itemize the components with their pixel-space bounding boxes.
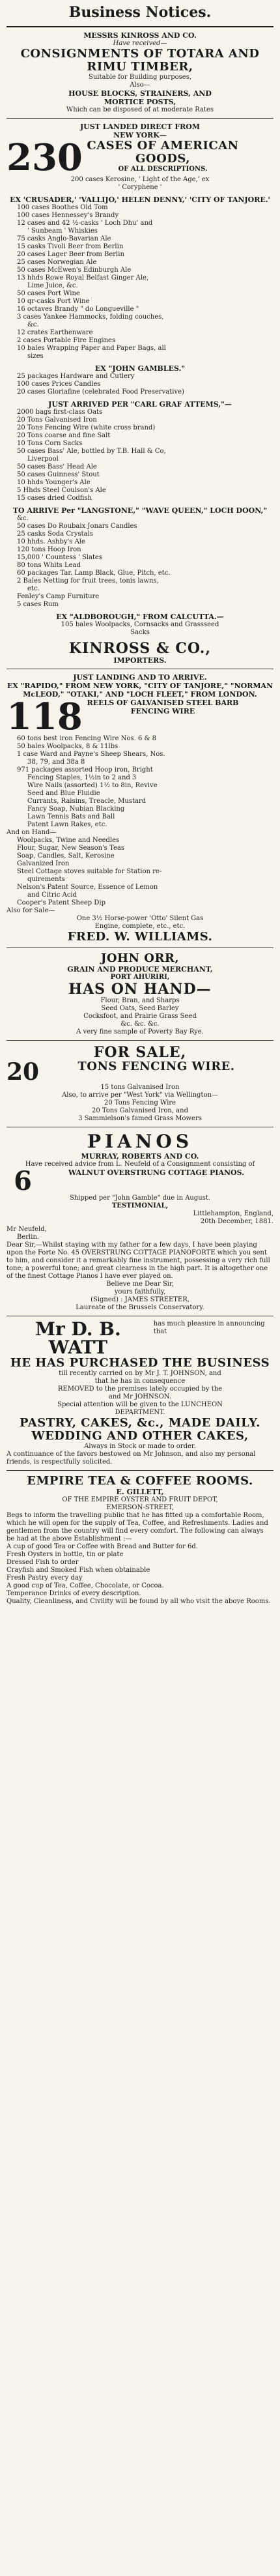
ad-title: EX "ALDBOROUGH," FROM CALCUTTA.— [56, 613, 224, 621]
ad-line: RIMU TIMBER, [87, 61, 193, 74]
orr-has: HAS ON HAND— [68, 981, 212, 997]
empire-of: OF THE EMPIRE OYSTER AND FRUIT DEPOT, [62, 1496, 218, 1503]
list-item: 2 cases Portable Fire Engines [17, 337, 116, 344]
ad-line: Have received— [113, 40, 167, 47]
list-item: 20 cases Gloriafine (celebrated Food Preservative) [17, 388, 184, 396]
landed-number: 230 [7, 136, 83, 179]
list-item: A cup of good Tea or Coffee with Bread and Butter for 6d. [7, 1543, 198, 1550]
ad-line: MORTICE POSTS, [104, 98, 176, 106]
watt-purchased: HE HAS PURCHASED THE BUSINESS [10, 1357, 270, 1370]
list-item: 25 packages Hardware and Cutlery [17, 373, 135, 380]
watt-ad [7, 1320, 273, 1466]
list-item: 50 cases Bass' Ale, bottled by T.B. Hall & Co, [17, 448, 166, 455]
rapido-number: 118 [7, 695, 83, 738]
list-item: Soap, Candles, Salt, Kerosine [17, 852, 115, 860]
orr-trade: GRAIN AND PRODUCE MERCHANT, [67, 965, 213, 974]
list-item: 5 Hhds Steel Coulson's Ale [17, 487, 106, 494]
ad-line: GOODS, [135, 152, 190, 166]
list-item: Woolpacks, Twine and Needles [17, 837, 120, 844]
pianos-number-row [7, 1168, 273, 1194]
list-item: 38, 79, and 38a 8 [27, 759, 85, 766]
list-item: 12 crates Earthenware [17, 329, 93, 336]
watt-line: till recently carried on by Mr J. T. JOHNSON, and [59, 1370, 221, 1377]
list-item: and Citric Acid [27, 891, 77, 899]
watt-name: Mr D. B. WATT [35, 1318, 121, 1358]
list-item: Nelson's Patent Source, Essence of Lemon [17, 884, 158, 891]
testimonial-head: TESTIMONIAL, [111, 1202, 169, 1209]
list-item: 971 packages assorted Hoop iron, Bright [17, 766, 153, 774]
crusader-ad [7, 195, 273, 360]
list-item: 3 Sammielson's famed Grass Mowers [78, 1115, 202, 1122]
list-item: sizes [27, 353, 44, 360]
list-item: 12 cases and 42 ½-casks ' Loch Dhu' and [17, 220, 153, 227]
list-item: Seed Oats, Seed Barley [101, 1005, 179, 1012]
list-item: 2 Bales Netting for fruit trees, tonis lawns, [17, 577, 159, 585]
list-item: &c. &c. &c. [120, 1020, 160, 1028]
testimonial-signed: (Signed) : JAMES STREETER, [91, 1296, 189, 1303]
ad-line: ' Coryphene ' [118, 184, 162, 191]
forsale-also: Also, to arrive per "West York" via Wellington— [62, 1092, 218, 1099]
list-item: 100 cases Hennessey's Brandy [17, 212, 119, 219]
empire-quality: Quality, Cleanliness, and Civility will be found by all who visit the above Rooms. [7, 1598, 271, 1605]
rapido-ad [7, 673, 273, 944]
list-item: 20 cases Lager Beer from Berlin [17, 251, 124, 258]
list-item: Flour, Bran, and Sharps [100, 997, 180, 1004]
divider [7, 118, 273, 119]
orr-place: PORT AHURIRI, [110, 974, 170, 981]
list-item: 10 Tons Corn Sacks [17, 440, 83, 447]
watt-removed: REMOVED to the premises lately occupied by the [57, 1385, 223, 1393]
kinross-name: KINROSS & CO., [68, 641, 212, 656]
testimonial-place: Littlehampton, England, [193, 1210, 273, 1217]
ad-title: JUST ARRIVED PER "CARL GRAF ATTEMS,"— [48, 400, 232, 409]
ad-line: HOUSE BLOCKS, STRAINERS, AND [68, 89, 212, 98]
list-item: 15 casks Tivoli Beer from Berlin [17, 243, 124, 250]
list-item: Fancy Soap, Nubian Blacking [27, 805, 125, 813]
list-item: 20 Tons Fencing Wire [104, 1099, 176, 1107]
list-item: &c. [27, 321, 39, 328]
list-item: Fencing Staples, 1½in to 2 and 3 [27, 774, 137, 781]
kinross-timber-ad [7, 31, 273, 114]
list-item: 20 Tons Galvanised Iron, and [92, 1107, 188, 1114]
list-item: Crayfish and Smoked Fish when obtainable [7, 1567, 150, 1574]
list-item: 105 bales Woolpacks, Cornsacks and Grassseed [61, 621, 219, 628]
forsale-sub: 15 tons Galvanised Iron [100, 1084, 180, 1091]
list-item: 20 Tons Galvanised Iron [17, 416, 97, 424]
ad-line: OF ALL DESCRIPTIONS. [118, 166, 208, 173]
empire-title: EMPIRE TEA & COFFEE ROOMS. [27, 1475, 253, 1488]
testimonial-body: Dear Sir,—Whilst staying with my father for a few days, I have been playing upon the Forte No. 45 OVERSTRUNG COTTAGE PIANOFORTE which you sent to him, and consider it a remarkably fine instrument, possessing a very rich full tone; a powerful tone; and great clearness in the high part. It is altogether one of the finest Cottage Pianos I have ever played on. [7, 1241, 270, 1280]
ad-line: CASES OF AMERICAN [87, 139, 239, 152]
page-heading: Business Notices. [68, 4, 212, 21]
orr-name: JOHN ORR, [100, 952, 180, 965]
divider [7, 1470, 273, 1471]
list-item: 100 cases Prices Candles [17, 381, 101, 388]
list-item: Fresh Oysters in bottle, tin or plate [7, 1551, 124, 1558]
landed-number-row [7, 136, 273, 179]
watt-intro: has much pleasure in announcing that [153, 1320, 265, 1335]
list-item: 10 hhds Younger's Ale [17, 479, 91, 486]
list-item: Dressed Fish to order [7, 1559, 79, 1566]
aldborough-ad [7, 613, 273, 637]
list-item: 100 cases Boothes Old Tom [17, 204, 108, 211]
ad-title: TO ARRIVE Per "LANGSTONE," "WAVE QUEEN," LOCH DOON," [12, 506, 268, 515]
forsale-line: TONS FENCING WIRE. [77, 1060, 235, 1073]
list-item: Wire Nails (assorted) 1½ to 8in, Revive [27, 782, 158, 789]
gambles-ad [7, 364, 273, 396]
reels-heading: REELS OF GALVANISED STEEL BARB [87, 699, 239, 707]
pianos-received: Have received advice from L. Neufeld of a Consignment consisting of [25, 1161, 255, 1168]
empire-cup: A good cup of Tea, Coffee, Chocolate, or Cocoa. [7, 1582, 164, 1589]
list-item: quirements [27, 876, 65, 883]
orr-ad [7, 952, 273, 1036]
ad-line: MESSRS KINROSS AND CO. [83, 31, 197, 40]
pianos-firm: MURRAY, ROBERTS AND CO. [81, 1152, 199, 1161]
empire-owner: E. GILLETT, [116, 1488, 164, 1496]
forsale-row [7, 1060, 273, 1084]
forsale-title: FOR SALE, [93, 1045, 187, 1060]
list-item: Sacks [130, 629, 150, 636]
ad-line: Which can be disposed of at moderate Rates [66, 106, 214, 113]
ad-title: EX "JOHN GAMBLES." [94, 364, 186, 373]
list-item: 16 octaves Brandy " do Longueville " [17, 306, 139, 313]
list-item: Cocksfoot, and Prairie Grass Seed [83, 1013, 197, 1020]
list-item: 2000 bags first-class Oats [17, 409, 103, 416]
list-item: 10 bales Wrapping Paper and Paper Bags, all [17, 345, 166, 352]
list-item: 1 case Ward and Payne's Sheep Shears, Nos. [17, 751, 165, 758]
list-item: 50 cases Do Roubaix Jonars Candles [17, 523, 137, 530]
list-item: Fresh Pastry every day [7, 1574, 83, 1582]
ad-ships: EX "RAPIDO," FROM NEW YORK, "CITY OF TANJORE," "NORMAN McLEOD," "OTAKI," AND "LOCH FLEET," FROM LONDON. [7, 682, 273, 699]
list-item: 13 hhds Rowe Royal Belfast Ginger Ale, [17, 274, 149, 282]
watt-special: Special attention will be given to the LUNCHEON [57, 1401, 223, 1408]
kinross-signature [7, 641, 273, 665]
also-label: Also for Sale— [7, 907, 55, 914]
ad-title: EX 'CRUSADER,' 'VALLIJO,' HELEN DENNY,' 'CITY OF TANJORE.' [10, 195, 270, 204]
rapido-number-row [7, 695, 273, 738]
list-item: ' Sunbeam ' Whiskies [27, 227, 98, 235]
list-item: Seed and Blue Fluidie [27, 790, 100, 797]
list-item: Lawn Tennis Bats and Ball [27, 813, 115, 820]
kinross-importers: IMPORTERS. [113, 656, 167, 665]
empire-temperance: Temperance Drinks of every description. [7, 1590, 141, 1597]
orr-note: A very fine sample of Poverty Bay Rye. [76, 1028, 204, 1035]
watt-wedding: WEDDING AND OTHER CAKES, [31, 1430, 249, 1443]
list-item: 15,000 ' Countess ' Slates [17, 554, 103, 561]
testimonial-city: Berlin. [17, 1234, 40, 1241]
onhand-label: And on Hand— [7, 829, 57, 836]
testimonial-yours: yours faithfully, [114, 1288, 166, 1295]
testimonial-date: 20th December, 1881. [200, 1218, 273, 1225]
watt-pastry: PASTRY, CAKES, &c., MADE DAILY. [20, 1417, 260, 1430]
list-item: &c. [17, 515, 29, 522]
list-item: 10 hhds. Ashby's Ale [17, 538, 85, 545]
carlgraf-ad [7, 400, 273, 502]
ad-line: Suitable for Building purposes, [88, 74, 192, 81]
list-item: 5 cases Rum [17, 601, 59, 608]
list-item: 25 cases Norwegian Ale [17, 259, 97, 266]
engine-line: Engine, complete, etc., etc. [94, 923, 186, 930]
divider [7, 26, 273, 27]
list-item: Currants, Raisins, Treacle, Mustard [27, 798, 147, 805]
reels-sub: FENCING WIRE [130, 707, 195, 716]
list-item: 10 qr-casks Port Wine [17, 298, 90, 305]
forsale-number: 20 [7, 1058, 40, 1086]
empire-body: Begs to inform the travelling public that he has fitted up a comfortable Room, which he will open for the supply of Tea, Coffee, and Refreshments. Ladies and gentlemen from the country will find every comfort. The following can always be had at the above Establishment :— [7, 1512, 268, 1542]
list-item: 60 packages Tar. Lamp Black, Glue, Pitch, etc. [17, 570, 171, 577]
list-item: 50 bales Woolpacks, 8 & 11lbs [17, 743, 119, 750]
forsale-ad [7, 1045, 273, 1123]
empire-street: EMERSON-STREET, [106, 1504, 174, 1511]
list-item: Galvanized Iron [17, 860, 70, 867]
williams-signature: FRED. W. WILLIAMS. [67, 931, 213, 944]
pianos-number: 6 [14, 1166, 32, 1196]
empire-ad [7, 1475, 273, 1606]
pianos-walnut: WALNUT OVERSTRUNG COTTAGE PIANOS. [68, 1168, 244, 1177]
ad-line: CONSIGNMENTS OF TOTARA AND [20, 48, 260, 61]
list-item: Fenley's Camp Furniture [17, 593, 100, 600]
watt-line: that he has in consequence [94, 1378, 186, 1385]
list-item: Lime Juice, &c. [27, 282, 78, 289]
ad-line: Also— [130, 81, 150, 89]
list-item: Liverpool [27, 456, 59, 463]
list-item: 50 cases Bass' Head Ale [17, 463, 97, 470]
list-item: 15 cases dried Codfish [17, 495, 92, 502]
list-item: 75 casks Anglo-Bavarian Ale [17, 235, 111, 242]
watt-header-row [7, 1320, 273, 1357]
list-item: 20 Tons coarse and fine Salt [17, 432, 111, 439]
list-item: 50 cases Guinness' Stout [17, 471, 100, 478]
list-item: 50 cases Port Wine [17, 290, 80, 297]
list-item: Cooper's Patent Sheep Dip [17, 899, 105, 906]
landed-ad [7, 123, 273, 192]
list-item: Flour, Sugar, New Season's Teas [17, 845, 125, 852]
watt-stock: Always in Stock or made to order. [84, 1443, 196, 1450]
langstone-ad [7, 506, 273, 609]
watt-continuance: A continuance of the favors bestowed on Mr Johnson, and also my personal friends, is respectfully solicited. [7, 1451, 256, 1466]
list-item: 3 cases Yankee Hammocks, folding couches, [17, 313, 164, 321]
watt-dept: DEPARTMENT. [115, 1409, 165, 1416]
engine-line: One 3½ Horse-power 'Otto' Silent Gas [76, 915, 204, 922]
testimonial-to: Mr Neufeld, [7, 1226, 47, 1233]
pianos-ad [7, 1131, 273, 1312]
list-item: 50 cases McEwen's Edinburgh Ale [17, 267, 132, 274]
watt-removed: and Mr JOHNSON. [108, 1393, 172, 1400]
divider [7, 1040, 273, 1041]
ad-title: JUST LANDING AND TO ARRIVE. [73, 673, 207, 682]
list-item: etc. [27, 585, 40, 592]
pianos-shipped: Shipped per "John Gamble" due in August. [69, 1194, 211, 1202]
list-item: 80 tons Whits Lead [17, 562, 81, 569]
list-item: 25 casks Soda Crystals [17, 530, 93, 538]
list-item: 20 Tons Fencing Wire (white cross brand) [17, 424, 156, 431]
list-item: Steel Cottage stoves suitable for Station re- [17, 868, 162, 875]
list-item: 120 tons Hoop Iron [17, 546, 81, 553]
ad-line: JUST LANDED DIRECT FROM [79, 123, 201, 131]
testimonial-believe: Believe me Dear Sir, [106, 1281, 174, 1288]
list-item: Patent Lawn Rakes, etc. [27, 821, 107, 828]
list-item: 60 tons best iron Fencing Wire Nos. 6 & 8 [17, 735, 156, 742]
testimonial-laureate: Laureate of the Brussels Conservatory. [76, 1304, 204, 1311]
crusader-list [7, 204, 273, 360]
ad-line: NEW YORK— [113, 131, 167, 139]
pianos-title: PIANOS [87, 1131, 193, 1152]
ad-line: 200 cases Kerosine, ' Light of the Age,' ex [70, 176, 210, 183]
